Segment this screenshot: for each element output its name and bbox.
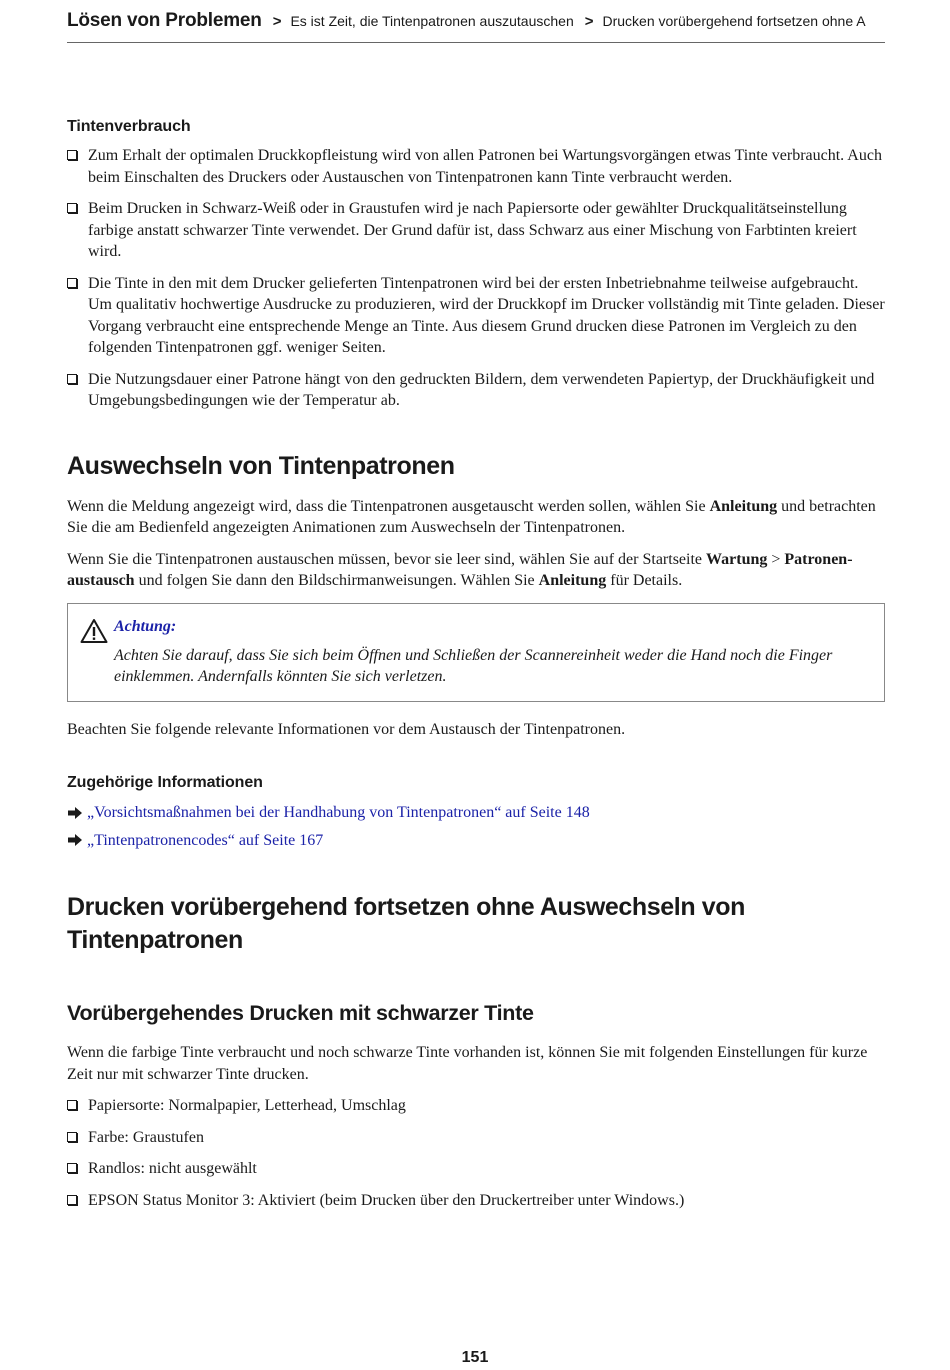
list-item — [67, 1190, 885, 1212]
checkbox-bullet-icon — [67, 1132, 77, 1142]
arrow-right-icon — [67, 806, 83, 820]
checkbox-bullet-icon — [67, 203, 77, 213]
list-item — [67, 1127, 885, 1149]
breadcrumb — [67, 10, 885, 43]
checkbox-bullet-icon — [67, 1163, 77, 1173]
page-number: 151 — [461, 1349, 489, 1366]
list-item — [67, 273, 885, 359]
breadcrumb-subsection[interactable]: Drucken vorübergehend fortsetzen ohne A — [602, 13, 866, 29]
breadcrumb-separator: > — [272, 13, 282, 30]
caution-text: Achten Sie darauf, dass Sie sich beim Öffnen und Schließen der Scannereinheit weder die Hand noch die Finger einklemmen. Andernfalls könnten Sie sich verletzen. — [114, 646, 833, 685]
black-ink-paragraph: Wenn die farbige Tinte verbraucht und noch schwarze Tinte vorhanden ist, können Sie mit folgenden Einstellungen für kurze Zeit nur mit schwarzer Tinte drucken. — [67, 1044, 868, 1083]
replace-heading: Auswechseln von Tintenpatronen — [67, 451, 455, 480]
text-run: und betrachten Sie die am Bedienfeld angezeigten Animationen zum Auswechseln der Tintenpatronen. — [67, 497, 876, 536]
checkbox-bullet-icon — [67, 374, 77, 384]
list-item-text: Die Nutzungsdauer einer Patrone hängt von den gedruckten Bildern, dem verwendeten Papiertyp, der Druckhäufigkeit und Umgebungsbedingungen wie der Temperatur ab. — [88, 370, 875, 409]
ui-term: Anleitung — [538, 572, 607, 589]
related-link-row — [67, 802, 885, 824]
list-item-text: Randlos: nicht ausgewählt — [88, 1160, 257, 1177]
continue-heading — [67, 891, 885, 957]
list-item-text: Zum Erhalt der optimalen Druckkopfleistung wird von allen Patronen bei Wartungsvorgängen etwas Tinte verbraucht. Auch beim Einschalten des Druckers oder Austauschen von Tintenpatronen kann Tinte verbraucht werden. — [88, 147, 882, 186]
related-link[interactable]: „Tintenpatronencodes“ auf Seite 167 — [87, 831, 324, 849]
breadcrumb-section[interactable]: Es ist Zeit, die Tintenpatronen auszutauschen — [290, 13, 574, 29]
replace-paragraph-1 — [67, 496, 885, 539]
page-content — [67, 118, 885, 1221]
ink-usage-list — [67, 145, 885, 412]
caution-box — [67, 603, 885, 702]
list-item-text: Farbe: Graustufen — [88, 1128, 204, 1146]
ui-term: Anleitung — [709, 497, 778, 515]
list-item — [67, 1158, 885, 1180]
list-item — [67, 1095, 885, 1117]
black-ink-subheading: Vorübergehendes Drucken mit schwarzer Tinte — [67, 1001, 534, 1025]
arrow-right-icon — [67, 833, 83, 847]
breadcrumb-chapter[interactable]: Lösen von Problemen — [67, 10, 262, 31]
settings-list — [67, 1095, 885, 1211]
continue-heading-line: Tintenpatronen — [67, 926, 243, 954]
breadcrumb-separator: > — [584, 13, 594, 30]
checkbox-bullet-icon — [67, 1195, 77, 1205]
related-link-row — [67, 830, 885, 852]
list-item-text: Beim Drucken in Schwarz-Weiß oder in Graustufen wird je nach Papiersorte oder gewählter Druckqualitätseinstellung farbige anstatt schwarzer Tinte verwendet. Der Grund dafür ist, dass Schwarz aus einer Mischung von Farbtinten kreiert wird. — [88, 200, 857, 260]
list-item — [67, 145, 885, 188]
text-run: > — [767, 550, 785, 568]
related-link[interactable]: „Vorsichtsmaßnahmen bei der Handhabung von Tintenpatronen“ auf Seite 148 — [87, 804, 590, 821]
list-item — [67, 369, 885, 412]
warning-triangle-icon — [80, 618, 108, 644]
list-item-text: Die Tinte in den mit dem Drucker gelieferten Tintenpatronen wird bei der ersten Inbetriebnahme teilweise aufgebraucht. Um qualitativ hochwertige Ausdrucke zu produzieren, wird der Druckkopf im Drucker vollständig mit Tinte geladen. Dieser Vorgang verbraucht eine entsprechende Menge an Tinte. Aus diesem Grund drucken diese Patronen im Vergleich zu den folgenden Tintenpatronen ggf. weniger Seiten. — [88, 274, 885, 356]
ui-term: Patronen- austausch — [67, 550, 853, 589]
text-run: Wenn die Meldung angezeigt wird, dass die Tintenpatronen ausgetauscht werden sollen, wählen Sie — [67, 497, 710, 515]
checkbox-bullet-icon — [67, 278, 77, 288]
caution-title: Achtung: — [114, 617, 177, 635]
ui-term: Wartung — [706, 550, 768, 568]
replace-paragraph-2 — [67, 549, 885, 592]
list-item-text: Papiersorte: Normalpapier, Letterhead, Umschlag — [88, 1097, 406, 1114]
list-item-text: EPSON Status Monitor 3: Aktiviert (beim Drucken über den Druckertreiber unter Windows.) — [88, 1191, 685, 1209]
checkbox-bullet-icon — [67, 150, 77, 160]
text-run: Wenn Sie die Tintenpatronen austauschen müssen, bevor sie leer sind, wählen Sie auf der Startseite — [67, 550, 707, 568]
ink-usage-heading: Tintenverbrauch — [67, 118, 191, 135]
replace-paragraph-3: Beachten Sie folgende relevante Informationen vor dem Austausch der Tintenpatronen. — [67, 720, 626, 738]
continue-heading-line: Drucken vorübergehend fortsetzen ohne Auswechseln von — [67, 893, 746, 921]
checkbox-bullet-icon — [67, 1100, 77, 1110]
text-run: und folgen Sie dann den Bildschirmanweisungen. Wählen Sie — [134, 572, 539, 589]
list-item — [67, 198, 885, 263]
text-run: für Details. — [606, 572, 683, 589]
related-info-heading: Zugehörige Informationen — [67, 774, 263, 791]
